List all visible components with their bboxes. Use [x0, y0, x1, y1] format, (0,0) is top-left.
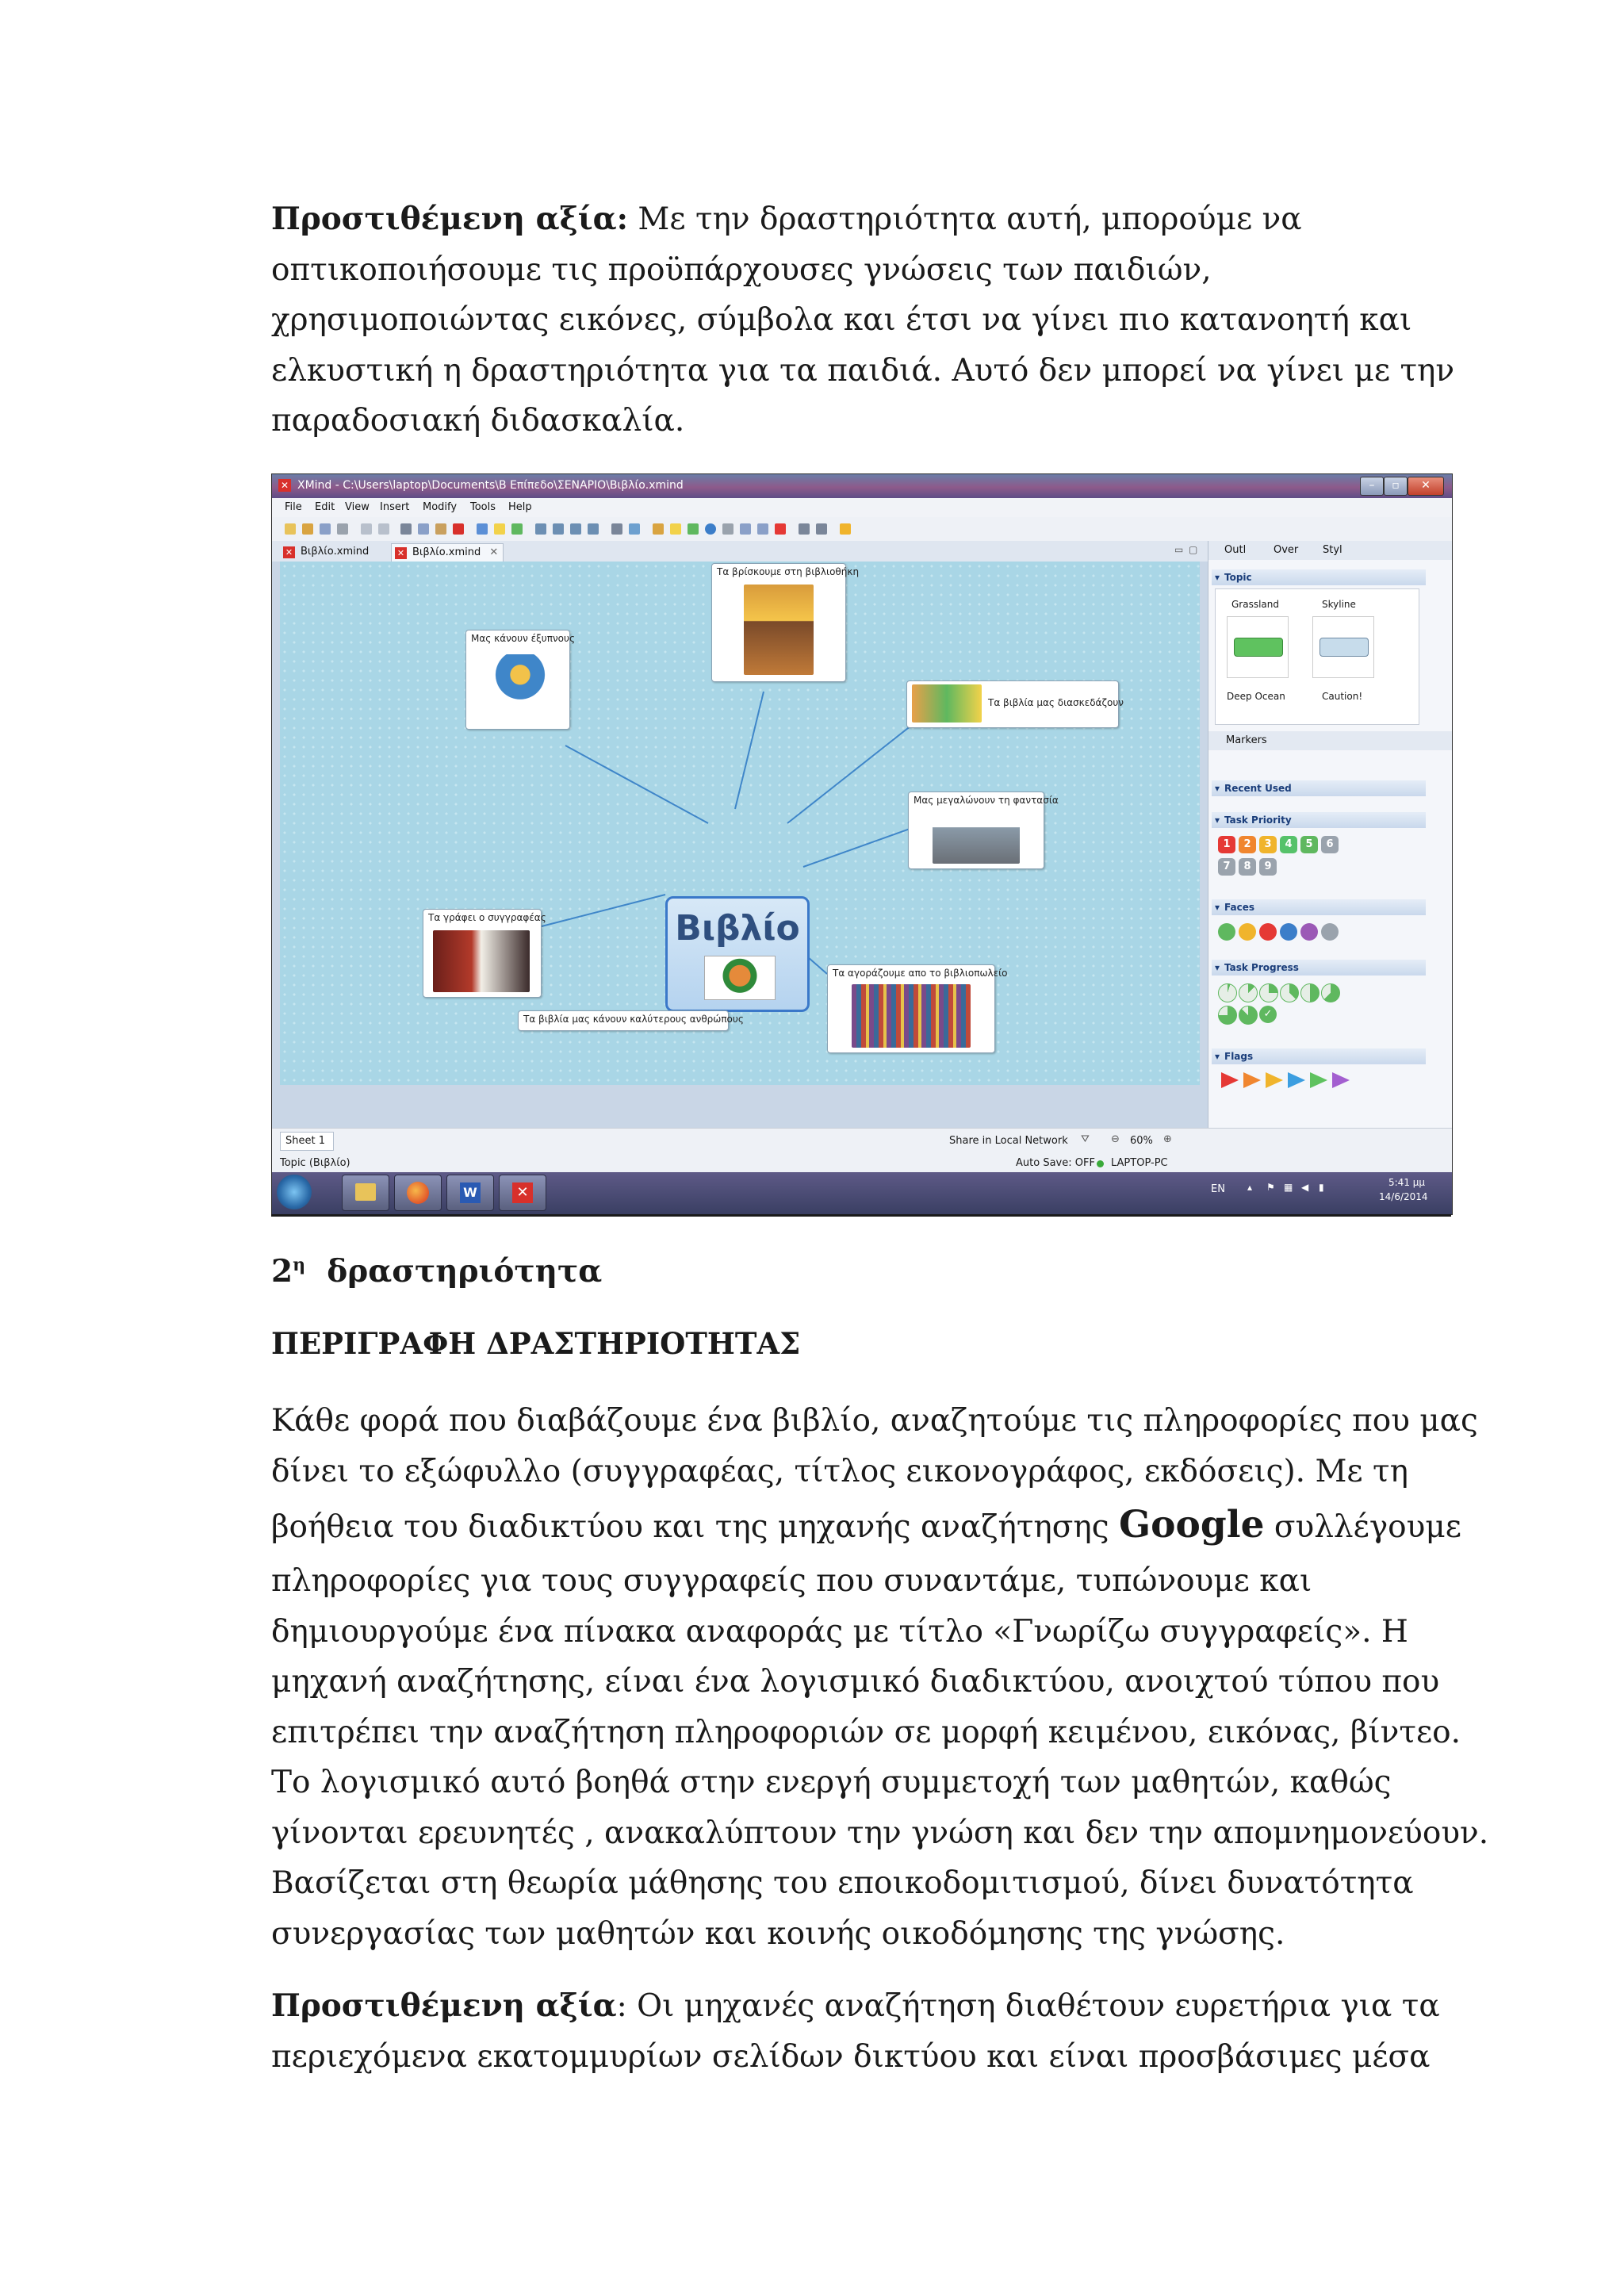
- smile-face-icon[interactable]: [1218, 923, 1235, 941]
- added-value-label-2: Προστιθέμενη αξία: [271, 1987, 617, 2024]
- priority-9-icon[interactable]: 9: [1259, 858, 1277, 876]
- tab-file-1-label: Βιβλίο.xmind: [301, 546, 370, 558]
- style-caution-label: Caution!: [1322, 691, 1363, 702]
- menu-help[interactable]: Help: [508, 501, 532, 513]
- window-title: XMind - C:\Users\laptop\Documents\Β Επίπεδο\ΣΕΝΑΡΙΟ\Βιβλίο.xmind: [297, 479, 684, 492]
- description-line-3-end: συλλέγουμε: [1264, 1509, 1461, 1545]
- relationship-icon[interactable]: [553, 523, 564, 535]
- undo-icon[interactable]: [361, 523, 372, 535]
- print-icon[interactable]: [337, 523, 348, 535]
- progress-1-8-icon[interactable]: [1239, 983, 1258, 1002]
- autosave-status[interactable]: Auto Save: OFF: [1016, 1157, 1095, 1169]
- activity-superscript: η: [293, 1255, 306, 1275]
- style-deep-ocean-label: Deep Ocean: [1227, 691, 1285, 702]
- priority-5-icon[interactable]: 5: [1300, 836, 1318, 853]
- menu-edit[interactable]: Edit: [315, 501, 335, 513]
- tab-file-1[interactable]: [280, 543, 369, 561]
- topic-entertain-label: Τα βιβλία μας διασκεδάζουν: [988, 697, 1124, 708]
- central-topic-label: Βιβλίο: [675, 908, 800, 949]
- added-value-label: Προστιθέμενη αξία:: [271, 201, 629, 237]
- description-line-10: Βασίζεται στη θεωρία μάθησης του εποικοδομιτισμού, δίνει δυνατότητα: [271, 1865, 1414, 1901]
- new-icon[interactable]: [285, 523, 296, 535]
- kids-reading-image: [912, 684, 982, 723]
- progress-5-8-icon[interactable]: [1321, 983, 1340, 1002]
- style-skyline-label: Skyline: [1322, 599, 1356, 610]
- added-value-line-2: περιεχόμενα εκατομμυρίων σελίδων δικτύου και είναι προσβάσιμες μέσα: [271, 2038, 1431, 2075]
- xmind-app-icon: ✕: [278, 479, 291, 492]
- intro-paragraph: [271, 194, 1477, 447]
- attachment-icon[interactable]: [653, 523, 664, 535]
- topic-icon[interactable]: [477, 523, 488, 535]
- laugh-face-icon[interactable]: [1239, 923, 1256, 941]
- book-city-image: [933, 811, 1020, 864]
- topic-better-people[interactable]: [518, 1010, 744, 1031]
- topic-library[interactable]: [711, 563, 860, 682]
- zoom-out-icon[interactable]: ⊖: [1111, 1133, 1120, 1145]
- filter-icon[interactable]: ⛛: [1081, 1133, 1090, 1145]
- markers-header: [1208, 731, 1453, 750]
- window-titlebar: [272, 474, 1452, 498]
- menu-insert[interactable]: Insert: [380, 501, 410, 513]
- priority-7-icon[interactable]: 7: [1218, 858, 1235, 876]
- topic-imagination-label: Μας μεγαλώνουν τη φαντασία: [914, 795, 1059, 806]
- topic-better-people-label: Τα βιβλία μας κάνουν καλύτερους ανθρώπους: [523, 1014, 744, 1025]
- zoom-in-icon[interactable]: ⊕: [1163, 1133, 1172, 1145]
- style-grassland-label: Grassland: [1231, 599, 1279, 610]
- note-icon[interactable]: [670, 523, 681, 535]
- copy-icon[interactable]: [418, 523, 429, 535]
- close-tab-icon[interactable]: ✕: [489, 546, 499, 558]
- intro-line-1: Με την δραστηριότητα αυτή, μπορούμε να: [628, 201, 1302, 237]
- description-line-11: συνεργασίας των μαθητών και κοινής οικοδόμησης της γνώσης.: [271, 1915, 1285, 1952]
- summary-icon[interactable]: [588, 523, 599, 535]
- section-faces[interactable]: ▾ Faces: [1212, 899, 1426, 915]
- volume-tray-icon[interactable]: ◀: [1301, 1182, 1309, 1193]
- red-flag-icon[interactable]: [1221, 1072, 1239, 1088]
- menu-view[interactable]: View: [345, 501, 370, 513]
- tab-overview[interactable]: Over: [1274, 544, 1299, 556]
- xmind-file-icon: ✕: [395, 547, 407, 559]
- xmind-file-icon: ✕: [283, 546, 295, 558]
- description-line-8: Το λογισμικό αυτό βοηθά στην ενεργή συμμετοχή των μαθητών, καθώς: [271, 1765, 1392, 1800]
- cut-icon[interactable]: [400, 523, 412, 535]
- description-line-1: Κάθε φορά που διαβάζουμε ένα βιβλίο, αναζητούμε τις πληροφορίες που μας: [271, 1403, 1478, 1439]
- windows-taskbar: [272, 1172, 1452, 1214]
- priority-8-icon[interactable]: 8: [1239, 858, 1256, 876]
- section-title: ΠΕΡΙΓΡΑΦΗ ΔΡΑΣΤΗΡΙΟΤΗΤΑΣ: [271, 1326, 801, 1361]
- zoom-level[interactable]: 60%: [1130, 1135, 1153, 1147]
- delete-icon[interactable]: [453, 523, 464, 535]
- language-indicator[interactable]: EN: [1211, 1183, 1225, 1195]
- cry-face-icon[interactable]: [1280, 923, 1297, 941]
- menu-modify[interactable]: Modify: [423, 501, 458, 513]
- priority-1-icon[interactable]: 1: [1218, 836, 1235, 853]
- priority-4-icon[interactable]: 4: [1280, 836, 1297, 853]
- description-line-4: πληροφορίες για τους συγγραφείς που συναντάμε, τυπώνουμε και: [271, 1563, 1312, 1599]
- right-panels: [1208, 541, 1453, 1128]
- priority-6-icon[interactable]: 6: [1321, 836, 1339, 853]
- redo-icon[interactable]: [378, 523, 389, 535]
- surprise-face-icon[interactable]: [1300, 923, 1318, 941]
- progress-7-8-icon[interactable]: [1239, 1006, 1258, 1025]
- network-tray-icon[interactable]: ▦: [1284, 1182, 1293, 1193]
- tab-markers[interactable]: Markers: [1226, 734, 1267, 746]
- grassland-swatch: [1234, 638, 1283, 657]
- description-line-6: μηχανή αναζήτησης, είναι ένα λογισμικό διαδικτύου, ανοιχτού τύπου που: [271, 1664, 1440, 1700]
- google-word: Google: [1119, 1503, 1265, 1547]
- firefox-taskbar-icon[interactable]: [394, 1175, 442, 1211]
- central-book-image: [704, 956, 776, 1000]
- intro-line-5: παραδοσιακή διδασκαλία.: [271, 403, 685, 439]
- activity-heading: [271, 1253, 602, 1290]
- tray-arrow-icon[interactable]: ▴: [1247, 1182, 1253, 1193]
- audio-icon[interactable]: [722, 523, 733, 535]
- central-topic[interactable]: [665, 896, 810, 1012]
- topic-author-label: Τα γράφει ο συγγραφέας: [428, 912, 546, 923]
- explorer-taskbar-icon[interactable]: [342, 1175, 389, 1211]
- structure-icon[interactable]: [535, 523, 546, 535]
- layout-icon[interactable]: [740, 523, 751, 535]
- marker-icon[interactable]: [511, 523, 523, 535]
- angry-face-icon[interactable]: [1259, 923, 1277, 941]
- save-icon[interactable]: [320, 523, 331, 535]
- added-value-paragraph: [271, 1981, 1477, 2082]
- open-icon[interactable]: [302, 523, 313, 535]
- added-value-line-1: : Οι μηχανές αναζήτηση διαθέτουν ευρετήρια για τα: [616, 1988, 1440, 2024]
- description-line-7: επιτρέπει την αναζήτηση πληροφοριών σε μορφή κειμένου, εικόνας, βίντεο.: [271, 1714, 1461, 1750]
- activity-number: 2: [271, 1253, 293, 1290]
- topic-entertain[interactable]: [906, 680, 1124, 728]
- menu-bar: [272, 498, 1452, 517]
- boundary-icon[interactable]: [570, 523, 581, 535]
- menu-file[interactable]: File: [285, 501, 302, 513]
- minimize-editor-icon[interactable]: ▭: [1174, 544, 1184, 555]
- maximize-editor-icon[interactable]: ▢: [1189, 544, 1198, 555]
- drill-down-icon[interactable]: [799, 523, 810, 535]
- topic-imagination[interactable]: [908, 792, 1059, 869]
- progress-3-8-icon[interactable]: [1280, 983, 1299, 1002]
- panel-tabs: [1208, 541, 1453, 560]
- progress-start-icon[interactable]: [1218, 983, 1237, 1002]
- tab-outline[interactable]: Outl: [1224, 544, 1247, 556]
- image-icon[interactable]: [629, 523, 640, 535]
- close-button[interactable]: ✕: [1408, 477, 1444, 496]
- description-line-2: δίνει το εξώφυλλο (συγγραφέας, τίτλος εικονογράφος, εκδόσεις). Με τη: [271, 1453, 1408, 1489]
- share-local-network[interactable]: Share in Local Network: [949, 1135, 1068, 1147]
- skyline-swatch: [1320, 638, 1369, 657]
- priority-3-icon[interactable]: 3: [1259, 836, 1277, 853]
- boring-face-icon[interactable]: [1321, 923, 1339, 941]
- progress-3-4-icon[interactable]: [1218, 1006, 1237, 1025]
- drill-up-icon[interactable]: [816, 523, 827, 535]
- fit-icon[interactable]: [757, 523, 768, 535]
- topic-bookstore[interactable]: [827, 964, 1008, 1053]
- topic-author[interactable]: [423, 909, 546, 998]
- tab-styles[interactable]: Styl: [1323, 544, 1342, 556]
- intro-line-3: χρησιμοποιώντας εικόνες, σύμβολα και έτσι να γίνει πιο κατανοητή και: [271, 302, 1412, 338]
- status-topic: Topic (Βιβλίο): [280, 1157, 350, 1169]
- label-icon[interactable]: [688, 523, 699, 535]
- section-topic[interactable]: ▾ Topic: [1212, 569, 1426, 585]
- topic-bookstore-label: Τα αγοράζουμε απο το βιβλιοπωλείο: [833, 968, 1008, 979]
- section-recent-used[interactable]: ▾ Recent Used: [1212, 780, 1426, 796]
- library-image: [744, 585, 814, 675]
- computer-name: LAPTOP-PC: [1111, 1157, 1168, 1169]
- description-line-5: δημιουργούμε ένα πίνακα αναφοράς με τίτλο «Γνωρίζω συγγραφείς». Η: [271, 1613, 1408, 1650]
- mindmap-canvas[interactable]: [280, 562, 1200, 1085]
- flag-tray-icon[interactable]: ⚑: [1266, 1182, 1275, 1193]
- globe-icon[interactable]: [705, 523, 716, 535]
- section-task-priority[interactable]: ▾ Task Priority: [1212, 812, 1426, 828]
- yellow-flag-icon[interactable]: [1266, 1072, 1283, 1088]
- topic-smart-label: Μας κάνουν έξυπνους: [471, 633, 575, 644]
- start-button-icon[interactable]: [277, 1175, 312, 1209]
- priority-2-icon[interactable]: 2: [1239, 836, 1256, 853]
- section-task-progress[interactable]: ▾ Task Progress: [1212, 960, 1426, 976]
- sheet-tab-label: Sheet 1: [285, 1135, 325, 1147]
- home-icon[interactable]: [840, 523, 851, 535]
- style-grassland[interactable]: [1227, 616, 1289, 678]
- author-photo-image: [433, 930, 530, 992]
- intro-line-2: οπτικοποιήσουμε τις προϋπάρχουσες γνώσεις των παιδιών,: [271, 251, 1212, 288]
- orange-flag-icon[interactable]: [1243, 1072, 1261, 1088]
- clock-date[interactable]: 14/6/2014: [1379, 1191, 1428, 1202]
- sheet-tab[interactable]: [280, 1132, 334, 1151]
- progress-done-icon[interactable]: ✓: [1259, 1006, 1277, 1023]
- blue-flag-icon[interactable]: [1288, 1072, 1305, 1088]
- purple-flag-icon[interactable]: [1332, 1072, 1350, 1088]
- description-line-3-start: βοήθεια του διαδικτύου και της μηχανής αναζήτησης: [271, 1509, 1120, 1545]
- hyperlink-icon[interactable]: [611, 523, 622, 535]
- word-taskbar-icon[interactable]: W: [446, 1175, 494, 1211]
- editor-tabs: [272, 541, 1208, 562]
- boy-books-image: [495, 654, 546, 723]
- description-line-9: γίνονται ερευνητές , ανακαλύπτουν την γνώση και δεν την απομνημονεύουν.: [271, 1815, 1489, 1851]
- minimize-button[interactable]: –: [1360, 477, 1384, 496]
- maximize-button[interactable]: ▫: [1384, 477, 1408, 496]
- progress-quarter-icon[interactable]: [1259, 983, 1278, 1002]
- topic-smart[interactable]: [465, 630, 575, 730]
- menu-tools[interactable]: Tools: [470, 501, 496, 513]
- paste-icon[interactable]: [435, 523, 446, 535]
- green-flag-icon[interactable]: [1310, 1072, 1327, 1088]
- signal-tray-icon[interactable]: ▮: [1319, 1182, 1324, 1193]
- activity-title: δραστηριότητα: [327, 1253, 603, 1290]
- main-toolbar: [272, 517, 1452, 542]
- progress-half-icon[interactable]: [1300, 983, 1320, 1002]
- description-paragraph: [271, 1396, 1489, 1959]
- tab-file-2-label: Βιβλίο.xmind: [412, 546, 481, 558]
- clock-time[interactable]: 5:41 μμ: [1388, 1177, 1426, 1188]
- stop-icon[interactable]: [775, 523, 786, 535]
- intro-line-4: ελκυστική η δραστηριότητα για τα παιδιά. Αυτό δεν μπορεί να γίνει με την: [271, 352, 1455, 389]
- screenshot-rule: [271, 1214, 1451, 1217]
- style-skyline[interactable]: [1312, 616, 1374, 678]
- idea-icon[interactable]: [494, 523, 505, 535]
- bookstore-image: [852, 984, 971, 1048]
- online-status-icon: [1097, 1160, 1104, 1167]
- tab-file-2[interactable]: [391, 543, 504, 562]
- xmind-screenshot: [271, 473, 1453, 1215]
- xmind-taskbar-icon[interactable]: ✕: [499, 1175, 546, 1211]
- section-flags[interactable]: ▾ Flags: [1212, 1048, 1426, 1064]
- bottom-bars: [272, 1128, 1452, 1173]
- topic-library-label: Τα βρίσκουμε στη βιβλιοθήκη: [717, 566, 860, 577]
- styles-list: [1215, 588, 1419, 725]
